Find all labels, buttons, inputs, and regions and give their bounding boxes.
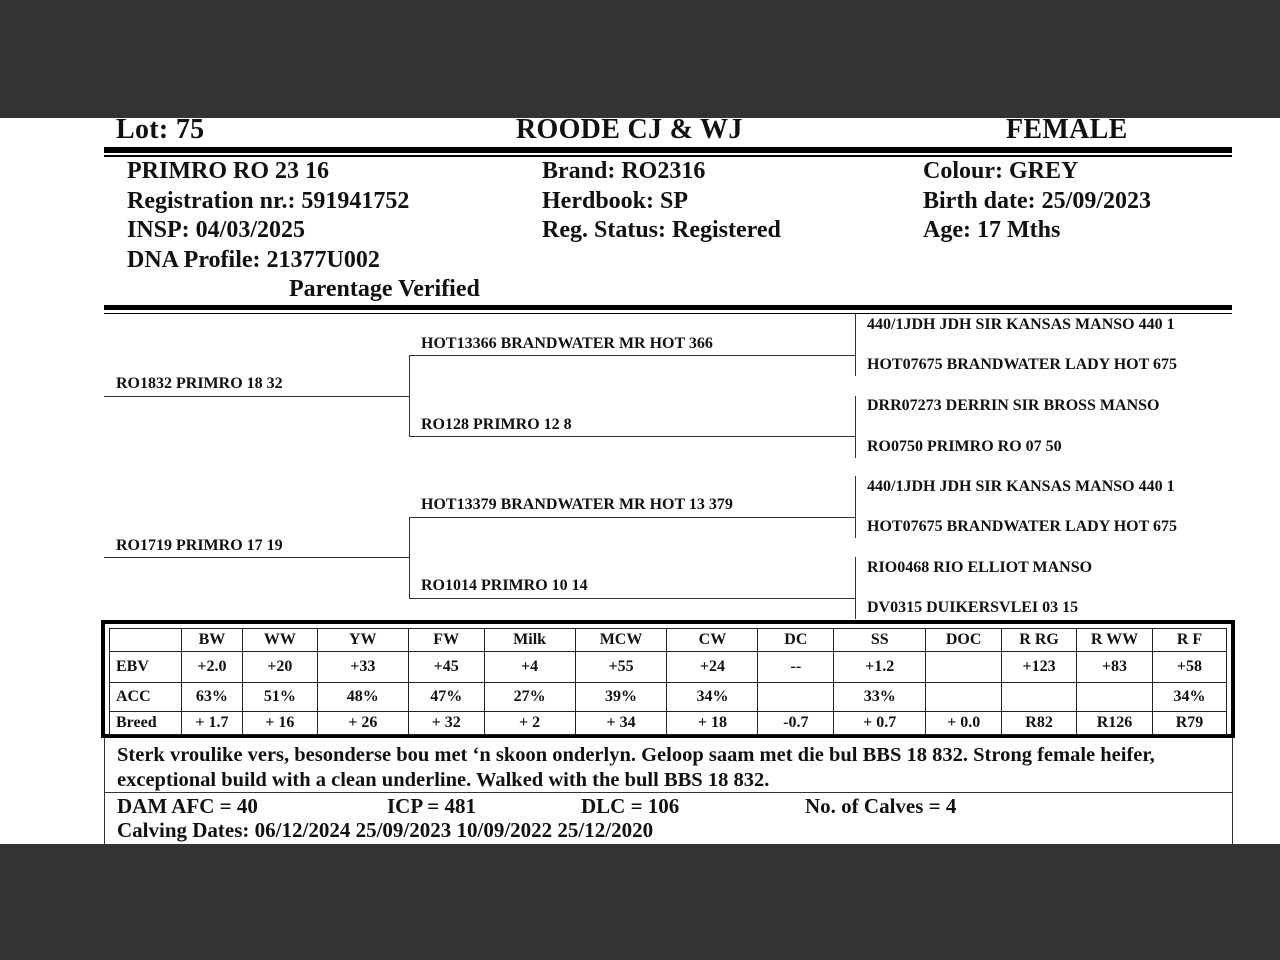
table-cell: 39%	[575, 683, 667, 712]
info-col-3	[923, 157, 1151, 246]
table-row	[110, 712, 1227, 735]
parentage-verified: Parentage Verified	[289, 276, 480, 302]
dam-icp: ICP = 481	[387, 794, 476, 818]
table-cell: 51%	[242, 683, 317, 712]
colour: Colour: GREY	[923, 158, 1079, 184]
pedigree-line	[855, 314, 856, 376]
pedigree-line	[409, 436, 855, 437]
table-cell: ACC	[110, 683, 182, 712]
table-cell: + 2	[484, 712, 575, 735]
pedigree-ggp-1: 440/1JDH JDH SIR KANSAS MANSO 440 1	[867, 316, 1175, 333]
pedigree-line	[855, 396, 856, 458]
calving-dates: Calving Dates: 06/12/2024 25/09/2023 10/09/2022 25/12/2020	[117, 818, 654, 842]
table-cell: 48%	[317, 683, 408, 712]
pedigree-line	[409, 355, 410, 437]
pedigree-ggp-7: RIO0468 RIO ELLIOT MANSO	[867, 559, 1093, 576]
animal-name: PRIMRO RO 23 16	[127, 158, 329, 184]
brand: Brand: RO2316	[542, 158, 706, 184]
table-cell: +1.2	[834, 652, 926, 683]
pedigree-ggp-4: RO0750 PRIMRO RO 07 50	[867, 438, 1062, 455]
table-cell: + 0.0	[926, 712, 1002, 735]
age: Age: 17 Mths	[923, 217, 1061, 243]
insp-date: INSP: 04/03/2025	[127, 217, 306, 243]
dam-dlc: DLC = 106	[581, 794, 680, 818]
table-cell: 47%	[408, 683, 484, 712]
table-row	[110, 652, 1227, 683]
table-header-cell: MCW	[575, 629, 667, 652]
pedigree-line	[855, 557, 856, 619]
pedigree-ggp-6: HOT07675 BRANDWATER LADY HOT 675	[867, 518, 1177, 535]
table-cell: + 16	[242, 712, 317, 735]
dna-profile: DNA Profile: 21377U002	[127, 246, 380, 273]
pedigree-sire: RO1832 PRIMRO 18 32	[116, 375, 283, 392]
table-cell	[926, 683, 1002, 712]
pedigree-ggp-5: 440/1JDH JDH SIR KANSAS MANSO 440 1	[867, 478, 1175, 495]
pedigree-ggp-2: HOT07675 BRANDWATER LADY HOT 675	[867, 356, 1177, 373]
remarks-text: Sterk vroulike vers, besonderse bou met ‘n skoon onderlyn. Geloop saam met die bul BBS 18 832. Strong female heifer, exceptional build with a clean underline. Walked with the bull BBS 18 832.	[117, 744, 1155, 791]
table-header-cell: BW	[181, 629, 242, 652]
table-cell: R82	[1002, 712, 1077, 735]
pedigree-line	[409, 517, 410, 598]
dam-afc: DAM AFC = 40	[117, 794, 258, 818]
pedigree-line	[409, 355, 855, 356]
table-header-cell: Milk	[484, 629, 575, 652]
info-col-1	[127, 157, 409, 275]
table-cell: Breed	[110, 712, 182, 735]
table-row	[110, 683, 1227, 712]
table-cell: + 1.7	[181, 712, 242, 735]
info-rule-thin	[104, 313, 1232, 314]
table-header-cell: R RG	[1002, 629, 1077, 652]
pedigree-ggp-8: DV0315 DUIKERSVLEI 03 15	[867, 599, 1079, 616]
table-header-cell: WW	[242, 629, 317, 652]
table-cell: +4	[484, 652, 575, 683]
table-cell: +33	[317, 652, 408, 683]
remarks-box	[104, 738, 1233, 844]
table-cell: + 18	[667, 712, 758, 735]
pedigree-line	[409, 517, 855, 518]
ebv-header-row	[110, 629, 1227, 652]
pedigree-dam: RO1719 PRIMRO 17 19	[116, 537, 283, 554]
table-cell: EBV	[110, 652, 182, 683]
table-header-cell: CW	[667, 629, 758, 652]
herdbook: Herdbook: SP	[542, 187, 689, 214]
pedigree-line	[409, 598, 855, 599]
table-cell: 33%	[834, 683, 926, 712]
table-cell: +55	[575, 652, 667, 683]
table-cell: + 34	[575, 712, 667, 735]
pedigree-dam-sire: HOT13379 BRANDWATER MR HOT 13 379	[421, 496, 733, 513]
table-cell: 63%	[181, 683, 242, 712]
table-cell: +83	[1077, 652, 1153, 683]
dam-calves: No. of Calves = 4	[805, 794, 957, 818]
birth-date: Birth date: 25/09/2023	[923, 187, 1151, 214]
table-cell	[1077, 683, 1153, 712]
table-header-cell: DC	[758, 629, 834, 652]
info-col-2	[542, 157, 781, 246]
table-header-cell: R F	[1152, 629, 1226, 652]
sex-label: FEMALE	[1006, 118, 1128, 145]
table-header-cell: FW	[408, 629, 484, 652]
pedigree-line	[855, 476, 856, 538]
ebv-table	[109, 628, 1227, 735]
table-header-cell: YW	[317, 629, 408, 652]
table-cell: 27%	[484, 683, 575, 712]
pedigree-line	[104, 557, 409, 558]
table-cell: +2.0	[181, 652, 242, 683]
table-cell	[926, 652, 1002, 683]
table-header-cell: DOC	[926, 629, 1002, 652]
table-cell: 34%	[1152, 683, 1226, 712]
owner-name: ROODE CJ & WJ	[516, 118, 743, 145]
ebv-table-frame	[101, 620, 1235, 738]
table-header-cell: R WW	[1077, 629, 1153, 652]
pedigree-sire-sire: HOT13366 BRANDWATER MR HOT 366	[421, 335, 713, 352]
lot-number: Lot: 75	[116, 118, 205, 145]
table-header-cell: SS	[834, 629, 926, 652]
table-cell: -0.7	[758, 712, 834, 735]
table-cell	[1002, 683, 1077, 712]
table-cell: +24	[667, 652, 758, 683]
remarks-divider	[105, 792, 1232, 793]
table-cell: + 26	[317, 712, 408, 735]
catalogue-page	[0, 118, 1280, 844]
pedigree-sire-dam: RO128 PRIMRO 12 8	[421, 416, 572, 433]
table-cell: + 0.7	[834, 712, 926, 735]
table-cell: R126	[1077, 712, 1153, 735]
registration-number: Registration nr.: 591941752	[127, 187, 410, 214]
table-cell: +45	[408, 652, 484, 683]
table-cell: --	[758, 652, 834, 683]
pedigree-dam-dam: RO1014 PRIMRO 10 14	[421, 577, 588, 594]
table-cell: + 32	[408, 712, 484, 735]
table-cell: +123	[1002, 652, 1077, 683]
pedigree-line	[104, 396, 409, 397]
info-rule-thick	[104, 305, 1232, 310]
table-cell	[758, 683, 834, 712]
table-cell: +20	[242, 652, 317, 683]
header-rule-thick	[104, 147, 1232, 153]
pedigree-ggp-3: DRR07273 DERRIN SIR BROSS MANSO	[867, 397, 1160, 414]
table-cell: 34%	[667, 683, 758, 712]
table-cell: +58	[1152, 652, 1226, 683]
table-header-cell	[110, 629, 182, 652]
reg-status: Reg. Status: Registered	[542, 217, 781, 243]
table-cell: R79	[1152, 712, 1226, 735]
